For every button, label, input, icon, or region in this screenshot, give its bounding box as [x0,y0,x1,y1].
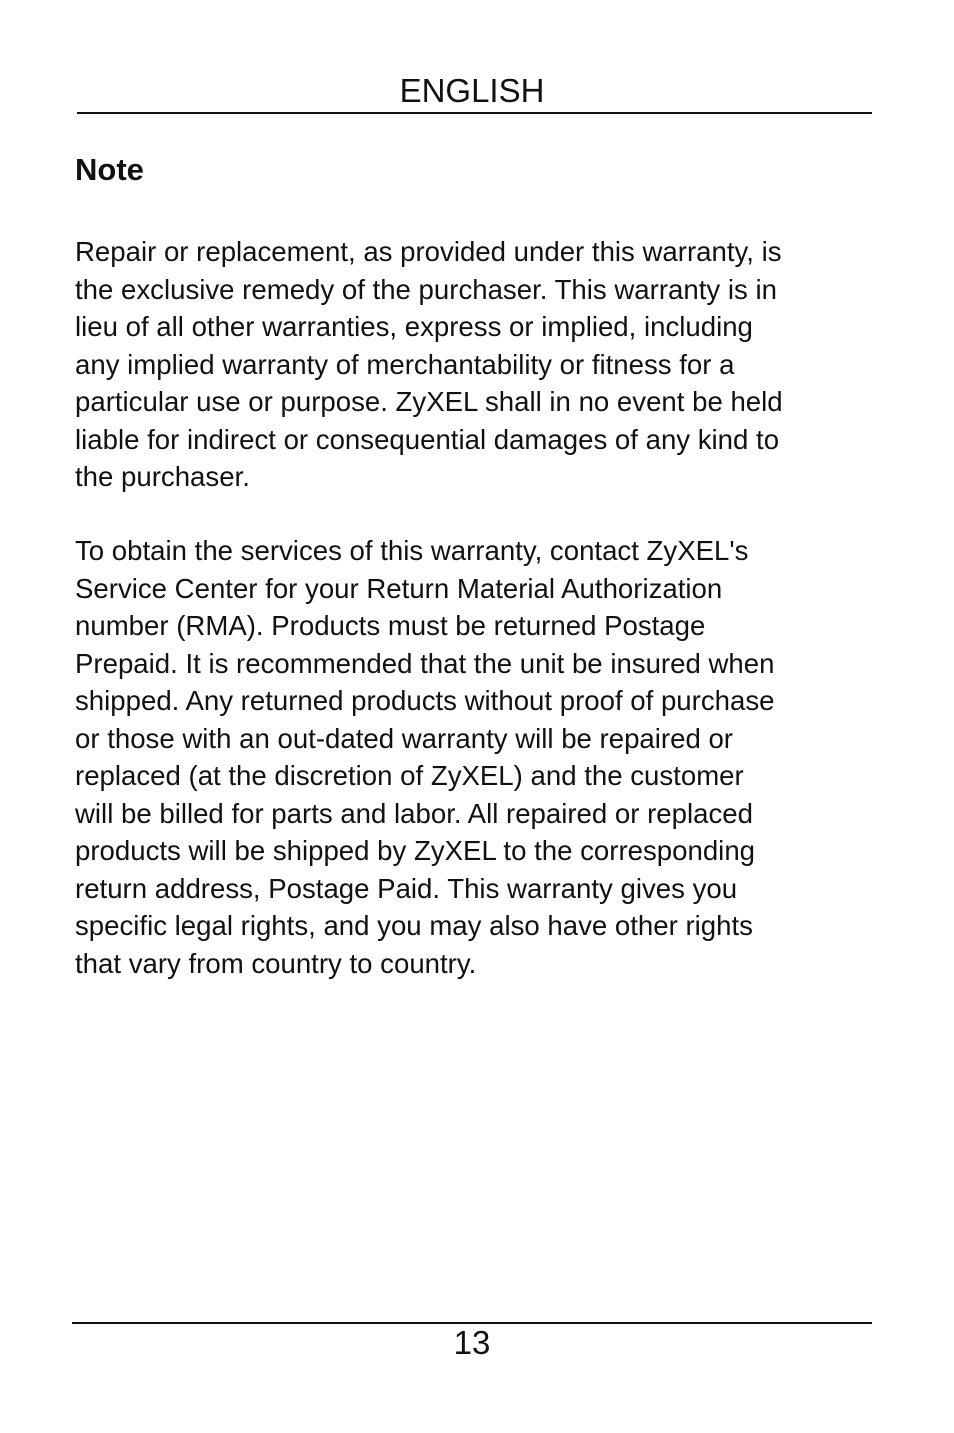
paragraph-line: specific legal rights, and you may also have other rights [75,910,753,941]
paragraph-line: To obtain the services of this warranty, contact ZyXEL's [75,535,749,566]
section-title: Note [75,152,144,187]
paragraph-line: return address, Postage Paid. This warranty gives you [75,872,738,904]
paragraph-line: number (RMA). Products must be returned Postage [75,610,706,641]
paragraph-line: the exclusive remedy of the purchaser. This warranty is in [75,273,777,305]
paragraph-line: Prepaid. It is recommended that the unit be insured when [75,647,775,679]
paragraph-line: products will be shipped by ZyXEL to the corresponding [75,835,756,866]
paragraph-line: lieu of all other warranties, express or implied, including [75,311,753,342]
paragraph-line: will be billed for parts and labor. All repaired or replaced [75,797,753,829]
header-divider [77,112,872,114]
warranty-paragraph-2 [75,532,875,982]
header-language-label: ENGLISH [399,72,545,109]
page-number: 13 [453,1324,491,1361]
paragraph-line: Service Center for your Return Material Authorization [75,572,723,604]
paragraph-line: shipped. Any returned products without proof of purchase [75,685,775,716]
paragraph-line: particular use or purpose. ZyXEL shall in no event be held [75,386,783,417]
warranty-paragraph-1 [75,233,875,496]
paragraph-line: Repair or replacement, as provided under this warranty, is [75,236,782,267]
paragraph-line: that vary from country to country. [75,947,477,979]
paragraph-line: liable for indirect or consequential damages of any kind to [75,423,780,455]
paragraph-line: replaced (at the discretion of ZyXEL) and the customer [75,760,744,791]
paragraph-line: any implied warranty of merchantability or fitness for a [75,348,735,380]
paragraph-line: or those with an out-dated warranty will be repaired or [75,722,733,754]
paragraph-line: the purchaser. [75,461,250,492]
